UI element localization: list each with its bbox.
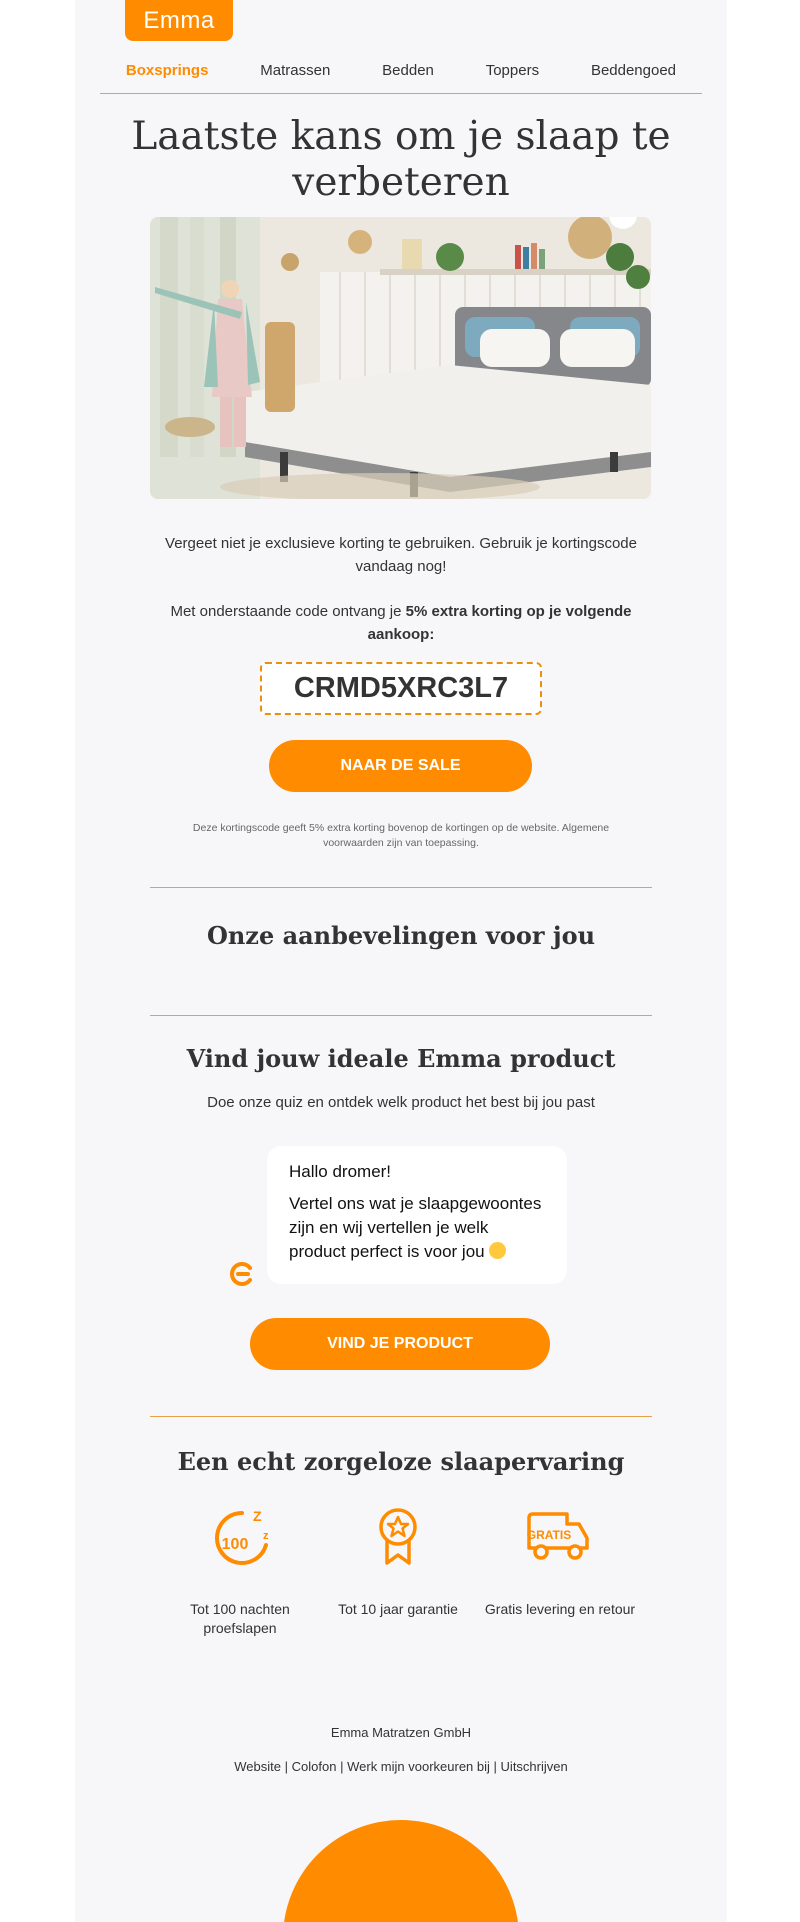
footer-separator: | [284,1759,289,1774]
chat-greeting: Hallo dromer! [289,1162,392,1181]
email-page [75,0,727,1922]
chat-message-text: Vertel ons wat je slaapgewoontes zijn en wij vertellen je welk product perfect is voor jou [289,1194,542,1261]
find-product-button[interactable]: VIND JE PRODUCT [250,1318,550,1370]
disclaimer-text: Deze kortingscode geeft 5% extra korting bovenop de kortingen op de website. Algemene voorwaarden zijn van toepassing. [192,822,610,849]
code-intro [150,600,652,646]
footer-link-preferences[interactable]: Werk mijn voorkeuren bij [347,1759,490,1774]
discount-code[interactable]: CRMD5XRC3L7 [260,662,542,715]
code-intro-bold: 5% extra korting op je volgende aankoop: [367,603,632,643]
footer-separator: | [340,1759,344,1774]
emma-logo[interactable] [125,0,233,41]
divider [150,1015,652,1016]
nav-beddengoed[interactable]: Beddengoed [590,62,677,79]
svg-text:100: 100 [221,1536,249,1553]
footer-separator: | [493,1759,497,1774]
recommendations-title: Onze aanbevelingen voor jou [206,921,596,950]
sale-button[interactable]: NAAR DE SALE [269,740,532,792]
footer-link-unsubscribe[interactable]: Uitschrijven [500,1759,568,1774]
logo-text: Emma [143,6,215,34]
feature-label: Tot 100 nachten proefslapen [190,1601,290,1636]
sleepy-emoji-icon [489,1242,506,1259]
offer-intro: Vergeet niet je exclusieve korting te gebruiken. Gebruik je kortingscode vandaag nog! [165,535,637,575]
bedroom-illustration [150,217,651,499]
feature-label: Gratis levering en retour [484,1601,636,1617]
decorative-circle [283,1820,519,1922]
feature-label: Tot 10 jaar garantie [338,1601,458,1617]
company-name: Emma Matratzen GmbH [330,1725,472,1740]
delivery-truck-icon [525,1510,591,1566]
svg-text:GRATIS: GRATIS [526,1528,572,1542]
footer-links [125,1759,677,1774]
quiz-subtitle: Doe onze quiz en ontdek welk product het best bij jou past [207,1094,595,1111]
code-intro-prefix: Met onderstaande code ontvang je [170,603,406,620]
emma-mark-icon [230,1262,254,1286]
quiz-title: Vind jouw ideale Emma product [186,1044,616,1073]
features-title: Een echt zorgeloze slaapervaring [177,1447,625,1476]
moon-100-icon [208,1505,274,1571]
nav-toppers[interactable]: Toppers [485,62,540,79]
divider [150,887,652,888]
hero-image[interactable] [150,217,651,499]
divider [150,1416,652,1417]
chat-message [289,1192,545,1264]
page-headline: Laatste kans om je slaap te verbeteren [131,114,671,205]
main-nav [100,58,702,94]
chat-bubble [267,1146,567,1284]
nav-boxsprings[interactable]: Boxsprings [125,62,209,79]
footer-link-colofon[interactable]: Colofon [291,1759,337,1774]
svg-text:z: z [263,1530,269,1542]
svg-text:Z: Z [253,1508,262,1524]
nav-bedden[interactable]: Bedden [382,62,434,79]
nav-matrassen[interactable]: Matrassen [260,62,331,79]
award-star-icon [365,1505,431,1571]
footer-link-website[interactable]: Website [234,1759,281,1774]
